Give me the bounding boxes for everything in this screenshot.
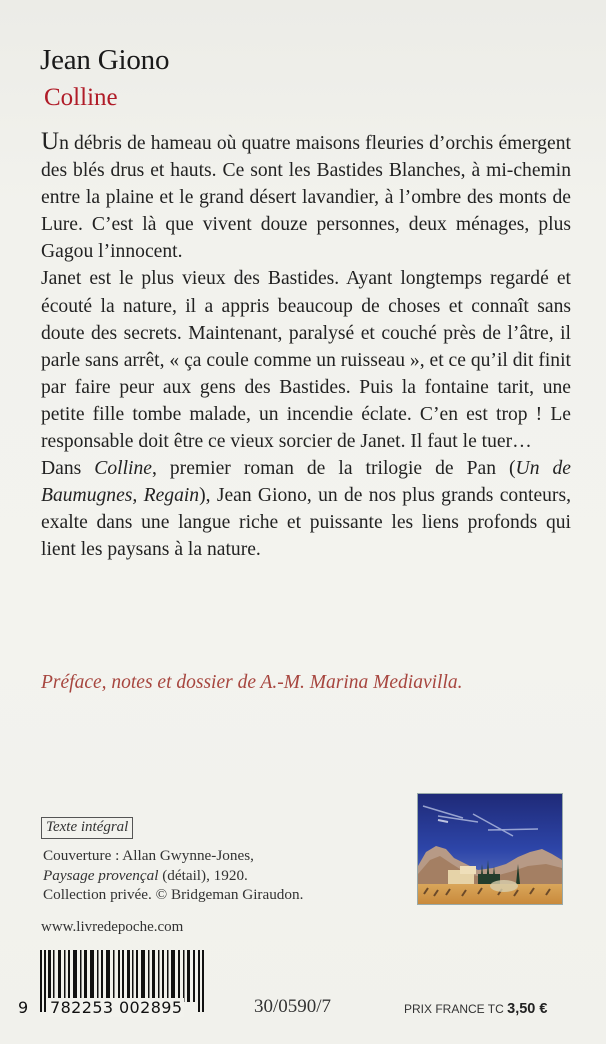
book-title: Colline bbox=[44, 84, 118, 111]
price-value: 3,50 € bbox=[507, 1001, 548, 1017]
publisher-code: 30/0590/7 bbox=[254, 996, 332, 1017]
cover-painting-thumbnail bbox=[417, 793, 563, 905]
author-name: Jean Giono bbox=[40, 44, 170, 76]
credits-line-1: Couverture : Allan Gwynne-Jones, bbox=[43, 847, 254, 864]
blurb-paragraph-2: Janet est le plus vieux des Bastides. Ayant longtemps regardé et écouté la nature, il a appris beaucoup de choses et connaît sans doute des secrets. Maintenant, paralysé et couché près de l’âtre, il parle sans arrêt, « ça coule comme un ruisseau », et ce qu’il dit finit par faire peur aux gens des Bastides. Puis la fontaine tarit, une petite fille tombe malade, un incendie éclate. C’en est trop ! Le responsable doit être ce vieux sorcier de Janet. Il faut le tuer… bbox=[41, 268, 571, 453]
website-link[interactable]: www.livredepoche.com bbox=[41, 919, 184, 935]
blurb-paragraph-1: Un débris de hameau où quatre maisons fleuries d’orchis émergent des blés drus et hauts. Ce sont les Bastides Blanches, à mi-chemin entre la plaine et le grand désert lavandier, à l’ombre des monts de Lure. C’est là que vivent douze personnes, deux ménages, plus Gagou l’innocent. bbox=[41, 128, 571, 263]
preface-credit: Préface, notes et dossier de A.-M. Marina Mediavilla. bbox=[41, 672, 463, 693]
barcode-digits: 782253 002895 bbox=[50, 998, 183, 1017]
credits-line-3: Collection privée. © Bridgeman Giraudon. bbox=[43, 886, 304, 903]
cover-credits bbox=[43, 846, 303, 905]
blurb bbox=[41, 128, 571, 564]
price-label: PRIX FRANCE TC 3,50 € bbox=[404, 1001, 548, 1017]
credits-line-2: Paysage provençal (détail), 1920. bbox=[43, 866, 248, 884]
blurb-paragraph-3: Dans Colline, premier roman de la trilogie de Pan (Un de Baumugnes, Regain), Jean Giono, un de nos plus grands conteurs, exalte dans une langue riche et puissante les liens profonds qui lient les paysans à la nature. bbox=[41, 458, 571, 561]
isbn-barcode bbox=[18, 950, 208, 1026]
drop-cap: U bbox=[41, 128, 60, 155]
full-text-badge: Texte intégral bbox=[41, 817, 133, 839]
barcode-lead-digit: 9 bbox=[18, 998, 29, 1017]
